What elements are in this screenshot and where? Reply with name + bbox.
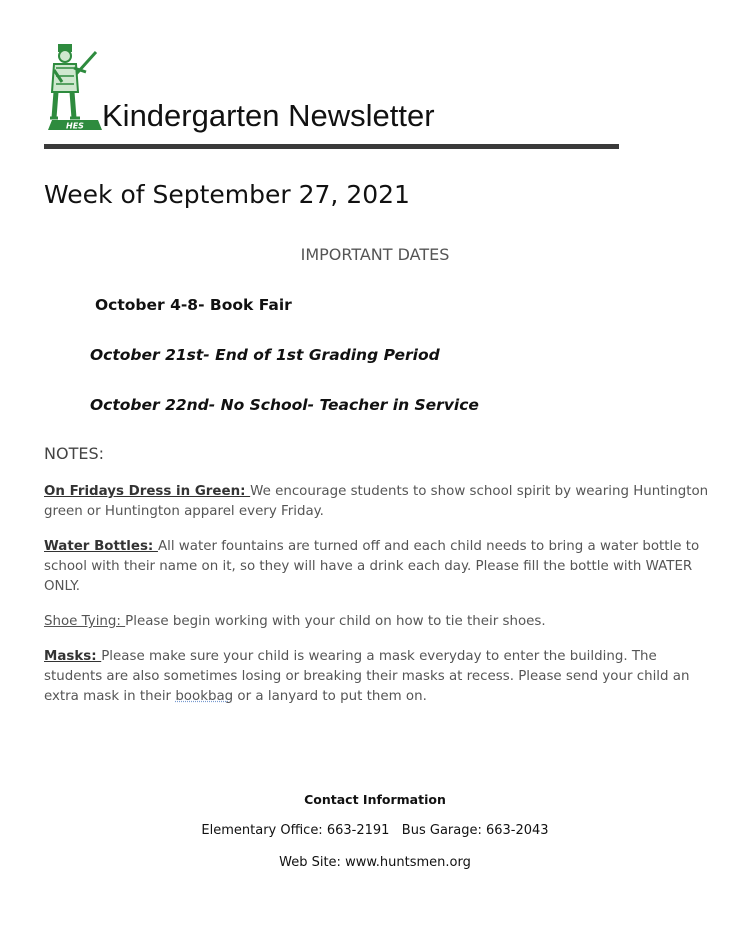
contact-website: Web Site: www.huntsmen.org [279,855,471,870]
date-item: October 21st- End of 1st Grading Period [90,346,440,364]
huntsman-logo-icon [44,42,102,132]
note-masks [44,647,714,707]
note-label: On Fridays Dress in Green: [44,484,251,499]
note-label: Shoe Tying: [44,614,126,629]
note-text: All water fountains are turned off and each child needs to bring a water bottle to school with their name on it, so they will have a drink each day. Please fill the bottle with WATER ONLY. [44,539,700,594]
note-text: or a lanyard to put them on. [233,689,427,704]
note-highlight-word: bookbag [175,689,234,704]
note-text: We encourage students to show school spirit by wearing Huntington green or Huntington apparel every Friday. [44,484,709,519]
note-water-bottles [44,537,714,597]
note-label: Masks: [44,649,102,664]
note-shoe-tying [44,612,714,632]
note-text: Please make sure your child is wearing a mask everyday to enter the building. The students are also sometimes losing or breaking their masks at recess. Please send your child an extra mask in their [44,649,690,704]
important-dates-heading: IMPORTANT DATES [300,245,450,264]
date-item: October 22nd- No School- Teacher in Service [90,396,479,414]
note-dress-green [44,482,714,522]
note-text: Please begin working with your child on how to tie their shoes. [125,614,546,629]
date-item: October 4-8- Book Fair [95,296,292,314]
contact-phones: Elementary Office: 663-2191 Bus Garage: 663-2043 [201,823,549,838]
note-label: Water Bottles: [44,539,158,554]
contact-heading: Contact Information [304,792,446,807]
title-divider [44,144,619,149]
logo-text: HES [66,121,84,131]
notes-heading: NOTES: [44,444,104,463]
newsletter-title: Kindergarten Newsletter [102,98,435,133]
week-heading: Week of September 27, 2021 [44,180,410,209]
